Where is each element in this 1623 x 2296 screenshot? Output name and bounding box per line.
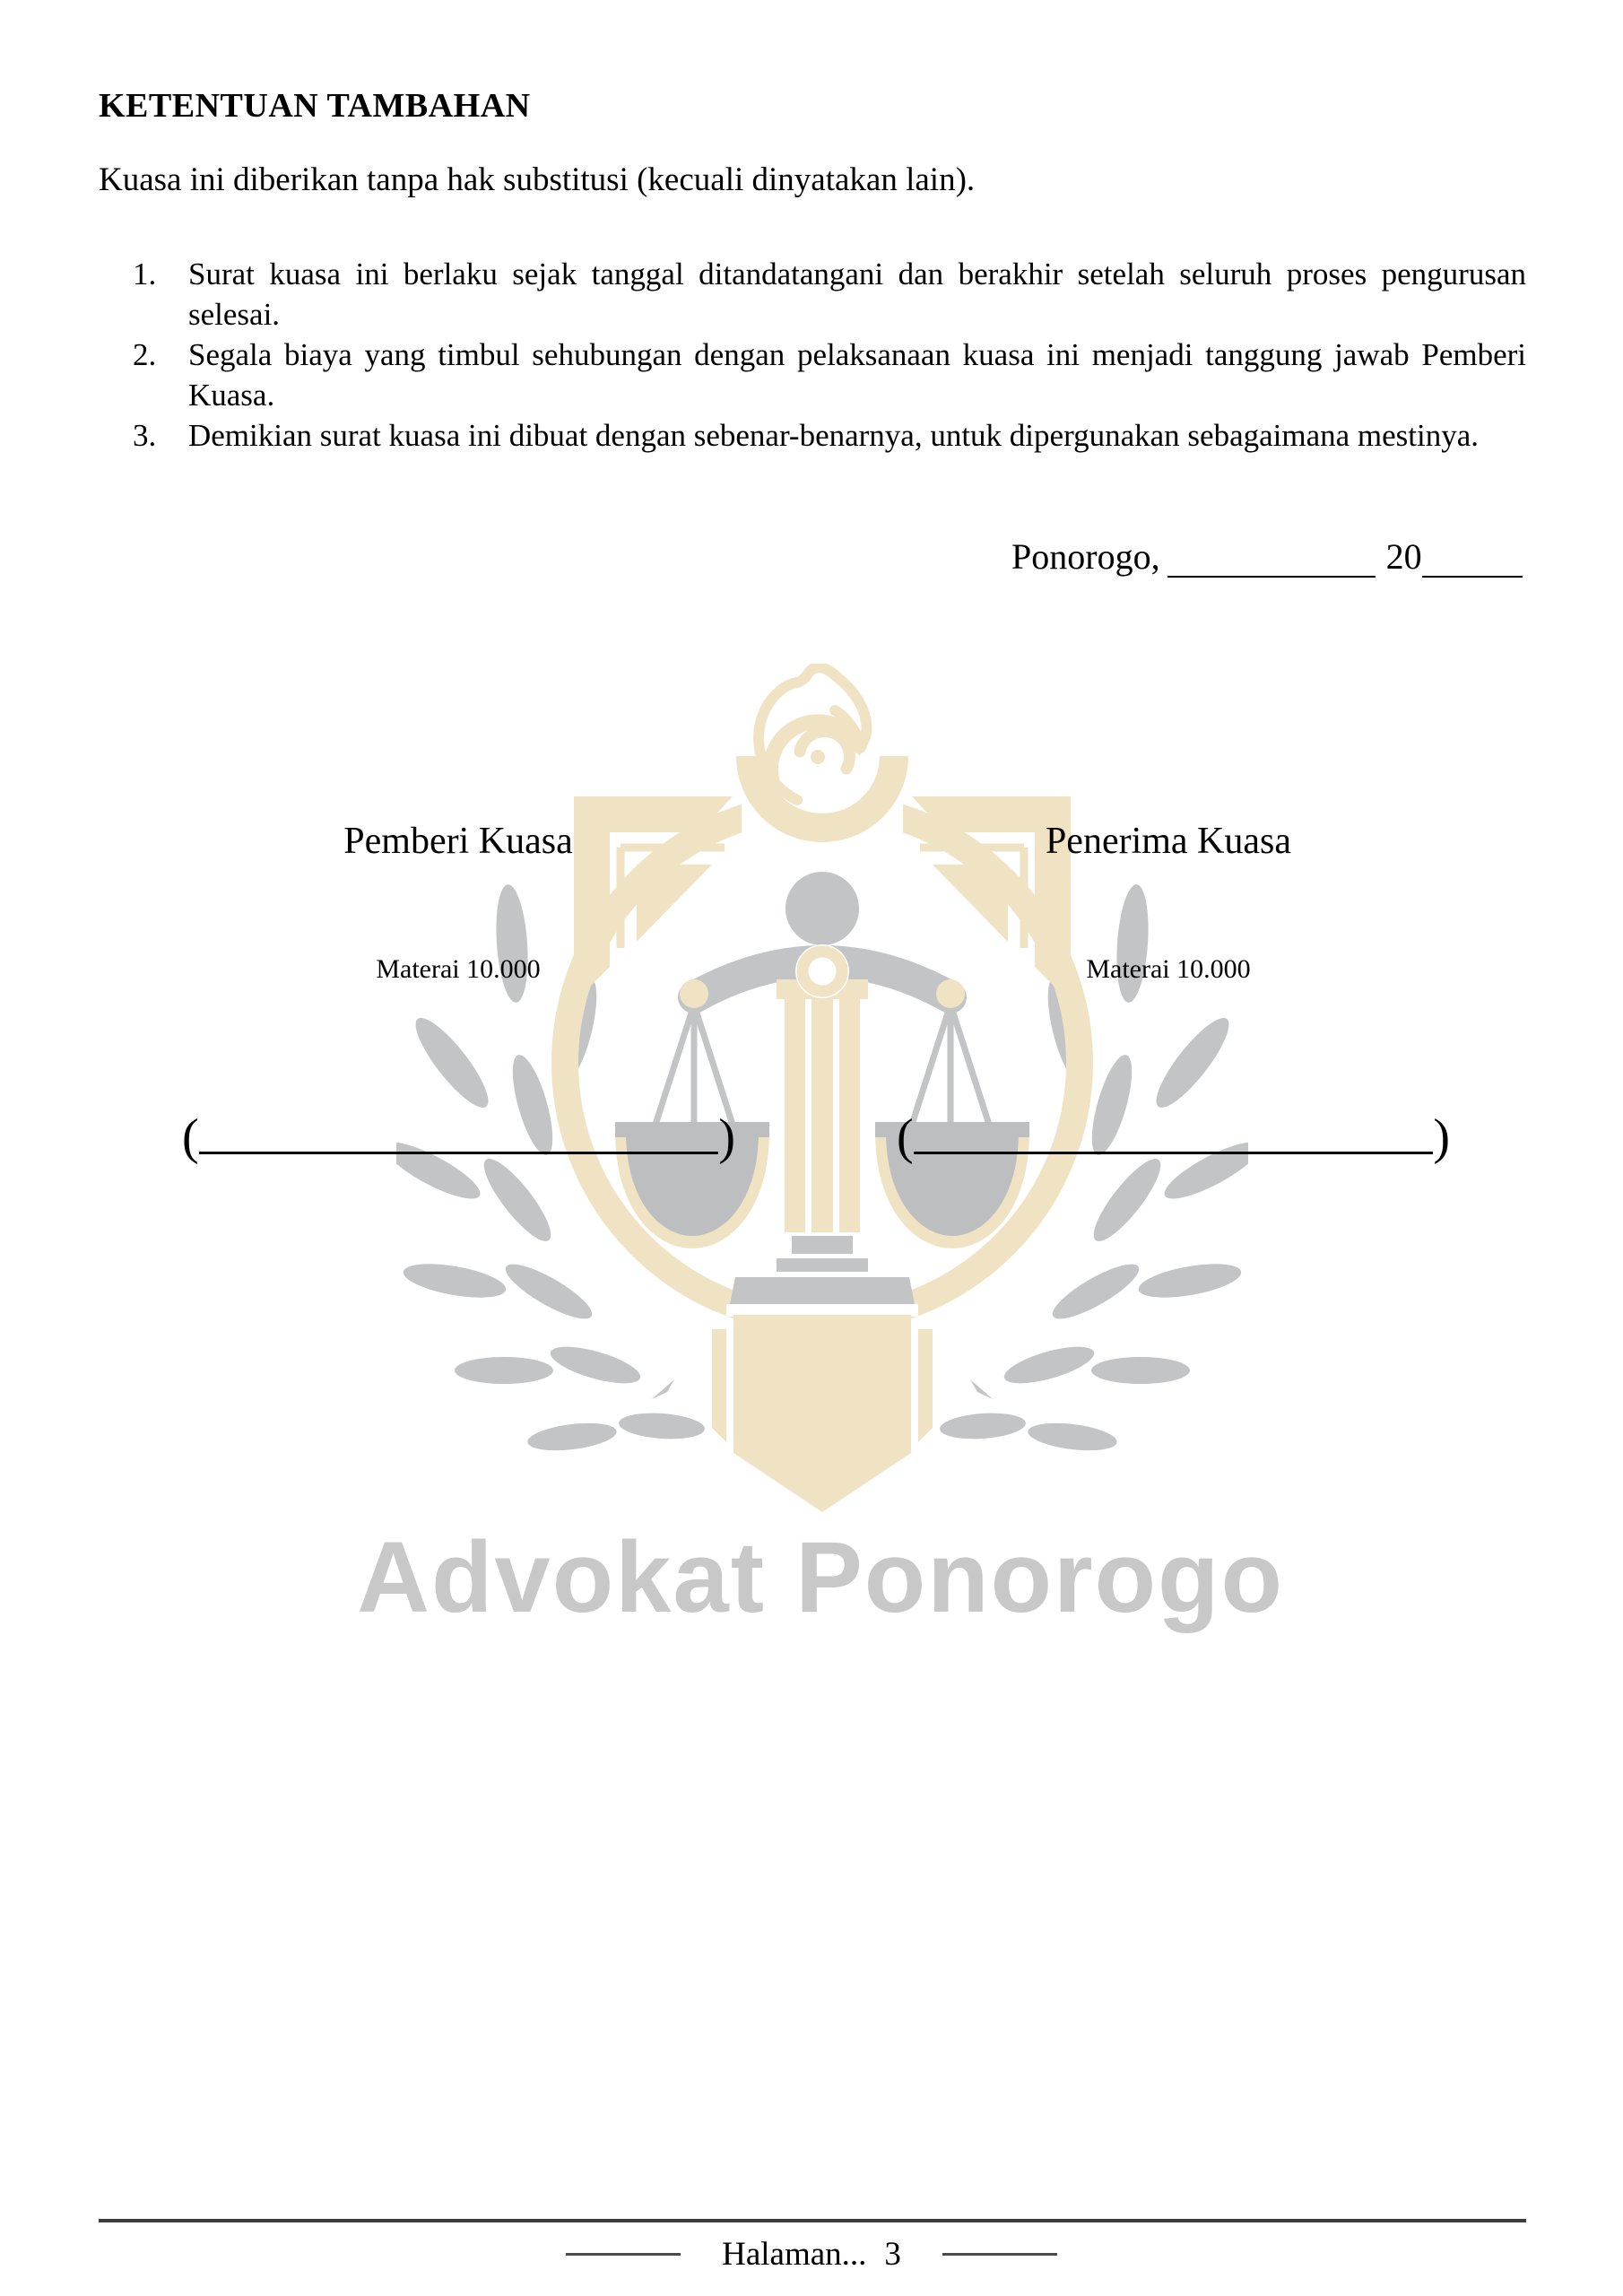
date-line bbox=[1011, 536, 1523, 578]
footer-dash-left bbox=[566, 2253, 681, 2256]
stamp-duty-note-left: Materai 10.000 bbox=[376, 954, 541, 984]
city-label: Ponorogo, bbox=[1011, 536, 1160, 577]
signature-role-grantee: Penerima Kuasa bbox=[1045, 821, 1292, 862]
clause-list bbox=[0, 254, 1623, 456]
close-paren: ) bbox=[718, 1109, 735, 1165]
open-paren: ( bbox=[897, 1109, 914, 1165]
signature-line-grantee bbox=[897, 1105, 1450, 1165]
date-blank-field bbox=[1167, 540, 1376, 578]
close-paren: ) bbox=[1433, 1109, 1450, 1165]
year-blank-field bbox=[1422, 540, 1523, 578]
section-heading: KETENTUAN TAMBAHAN bbox=[99, 87, 531, 125]
list-item-number: 1. bbox=[133, 257, 157, 291]
shield-tip bbox=[712, 1315, 933, 1512]
footer-page-number: 3 bbox=[884, 2236, 901, 2273]
signature-blank-line bbox=[914, 1152, 1434, 1154]
year-prefix: 20 bbox=[1385, 536, 1422, 577]
watermark-brand-text: Advokat Ponorogo bbox=[357, 1521, 1284, 1633]
list-item bbox=[0, 415, 1623, 456]
list-item bbox=[0, 335, 1623, 415]
list-item-number: 3. bbox=[133, 418, 157, 453]
scales-of-justice-icon bbox=[615, 872, 1029, 1304]
signature-blank-line bbox=[199, 1152, 719, 1154]
signature-line-grantor bbox=[182, 1105, 735, 1165]
intro-paragraph: Kuasa ini diberikan tanpa hak substitusi (kecuali dinyatakan lain). bbox=[99, 161, 976, 198]
law-firm-watermark-logo bbox=[396, 664, 1248, 1525]
footer-page-label: Halaman... bbox=[722, 2236, 867, 2273]
list-item-number: 2. bbox=[133, 337, 157, 372]
open-paren: ( bbox=[182, 1109, 199, 1165]
list-item-text: Demikian surat kuasa ini dibuat dengan sebenar-benarnya, untuk dipergunakan sebagaimana mestinya. bbox=[188, 418, 1480, 453]
list-item-text: Segala biaya yang timbul sehubungan dengan pelaksanaan kuasa ini menjadi tanggung jawab Pemberi Kuasa. bbox=[188, 337, 1526, 413]
footer-rule bbox=[99, 2219, 1526, 2222]
footer-dash-right bbox=[942, 2253, 1057, 2256]
signature-role-grantor: Pemberi Kuasa bbox=[343, 821, 573, 862]
footer bbox=[0, 2235, 1623, 2274]
list-item-text: Surat kuasa ini berlaku sejak tanggal ditandatangani dan berakhir setelah seluruh proses pengurusan selesai. bbox=[188, 257, 1526, 332]
stamp-duty-note-right: Materai 10.000 bbox=[1086, 954, 1251, 984]
list-item bbox=[0, 254, 1623, 335]
